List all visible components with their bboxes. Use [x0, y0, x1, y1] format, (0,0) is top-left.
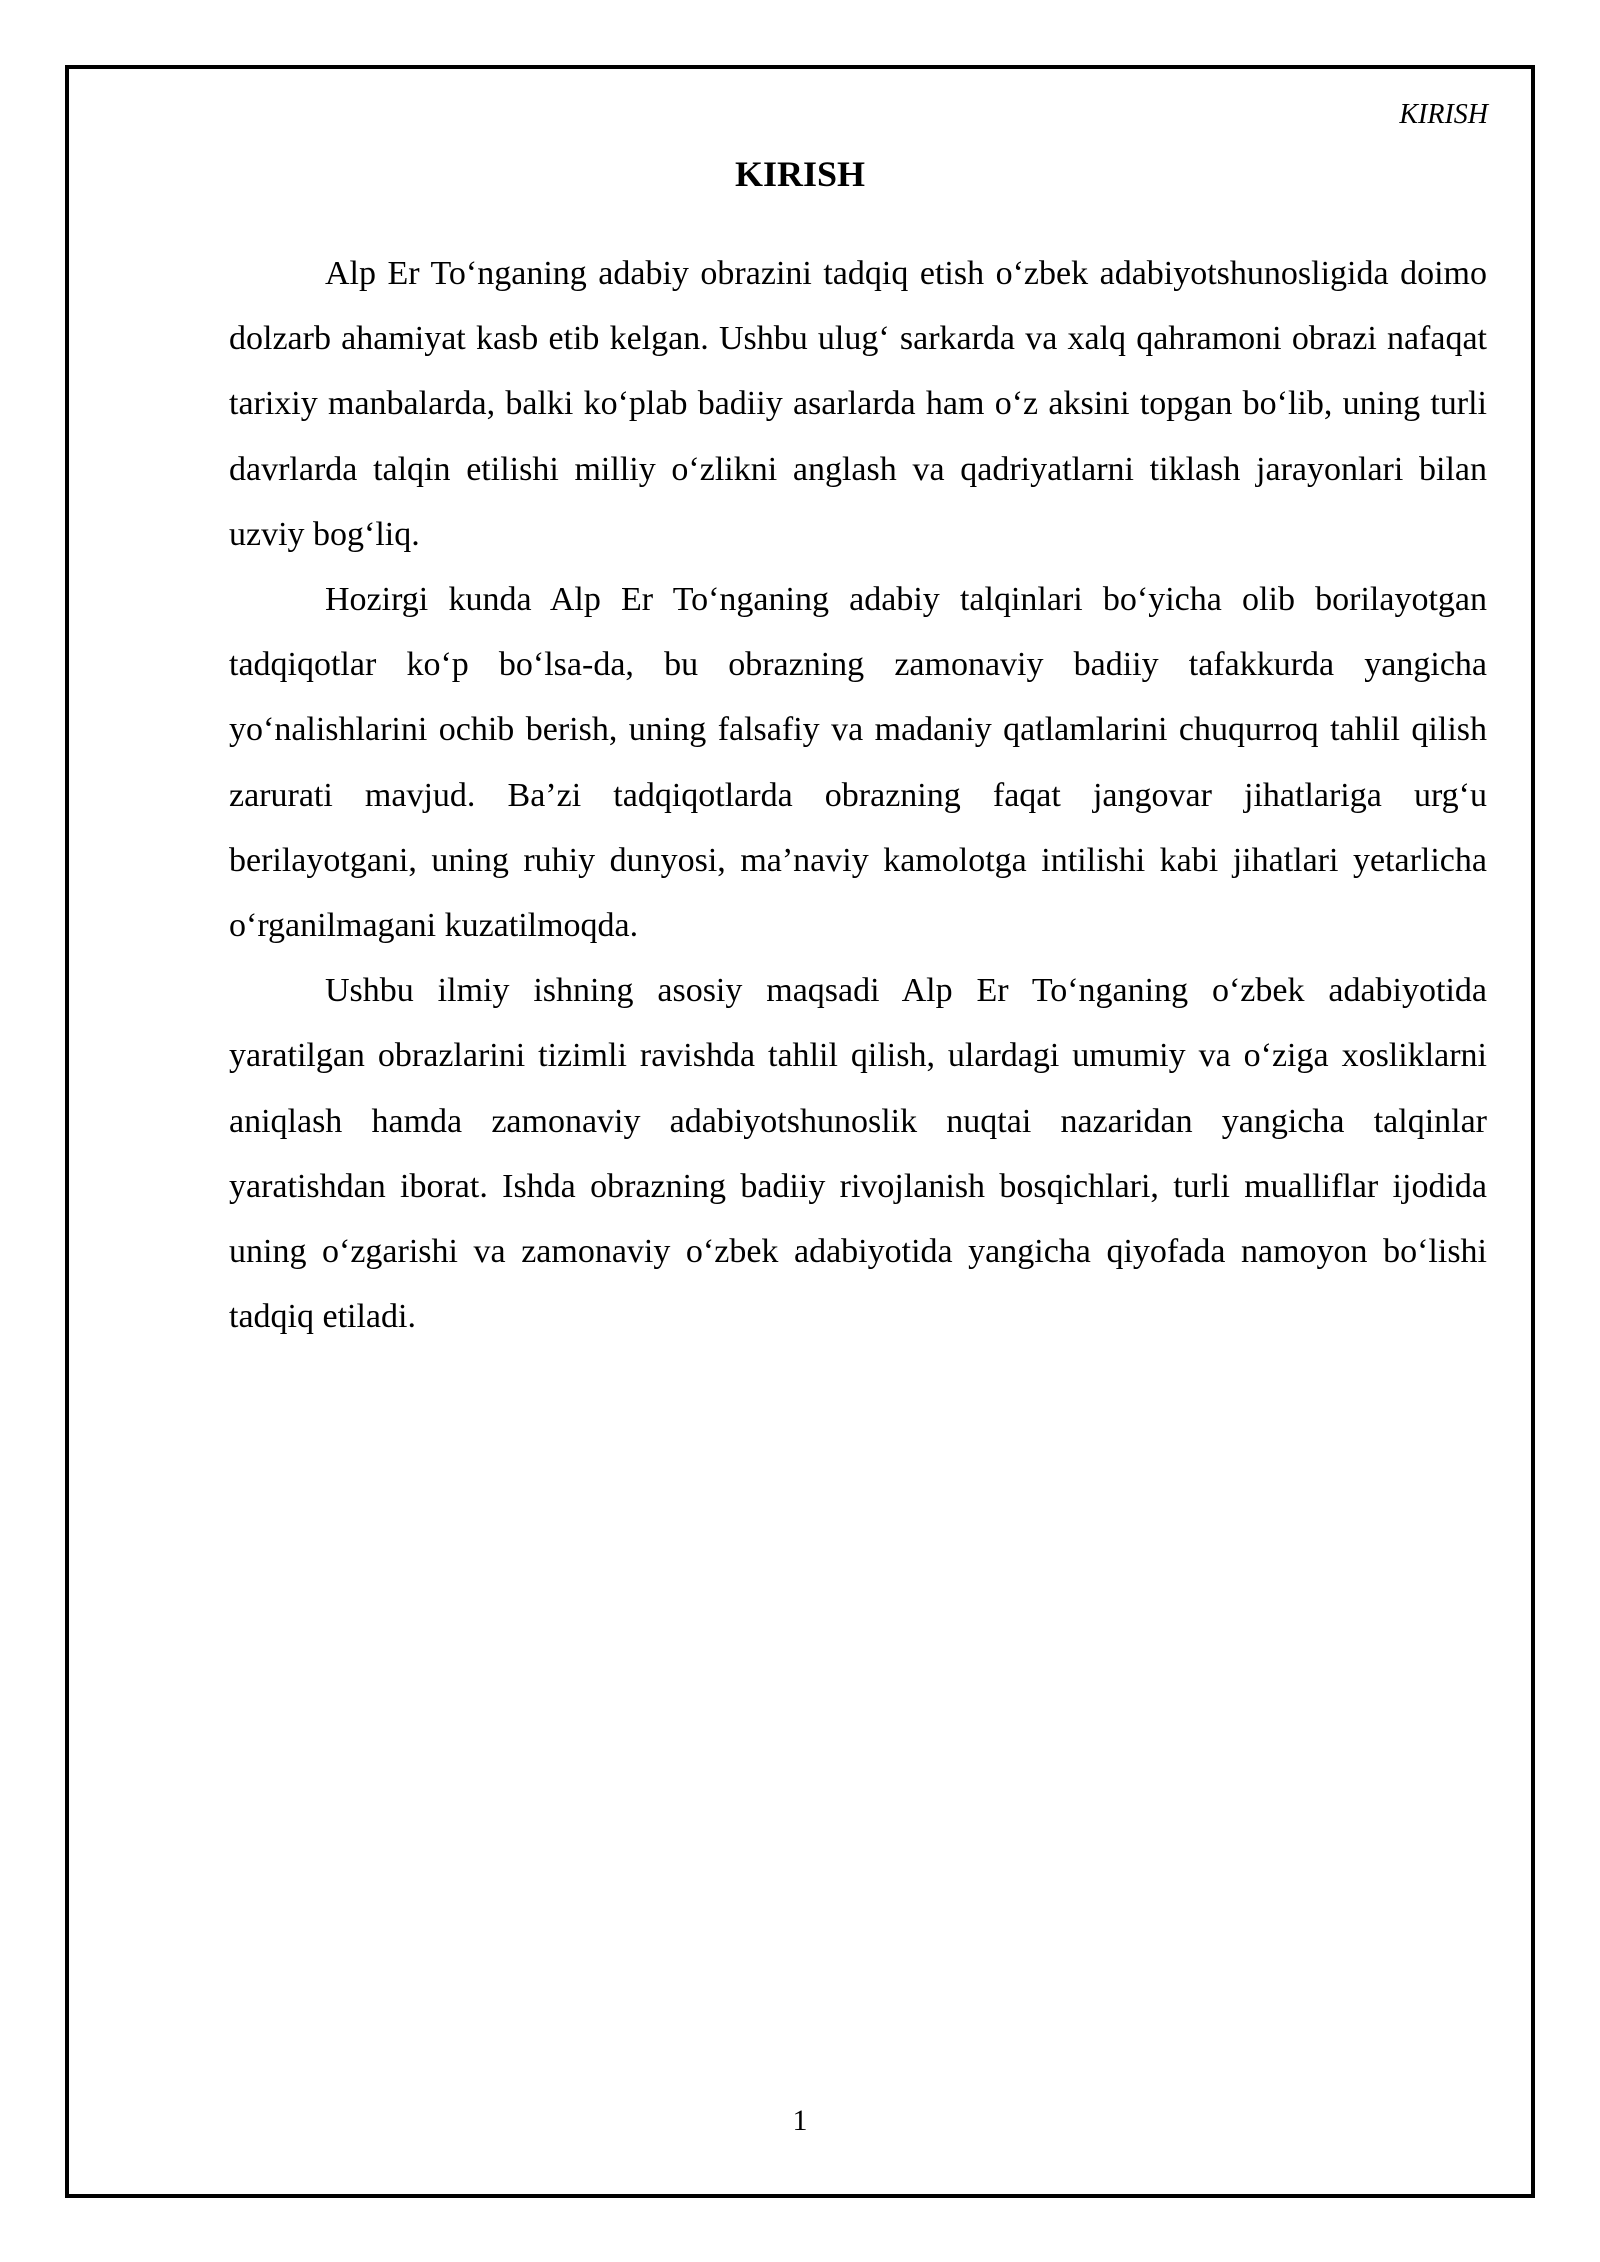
paragraph-2: Hozirgi kunda Alp Er To‘nganing adabiy talqinlari bo‘yicha olib borilayotgan tadqiqotlar ko‘p bo‘lsa-da, bu obrazning zamonaviy badiiy tafakkurda yangicha yo‘nalishlarini ochib berish, uning falsafiy va madaniy qatlamlarini chuqurroq tahlil qilish zarurati mavjud. Ba’zi tadqiqotlarda obrazning faqat jangovar jihatlariga urg‘u berilayotgani, uning ruhiy dunyosi, ma’naviy kamolotga intilishi kabi jihatlari yetarlicha o‘rganilmagani kuzatilmoqda.: [229, 581, 1487, 945]
paragraph-3: Ushbu ilmiy ishning asosiy maqsadi Alp Er To‘nganing o‘zbek adabiyotida yaratilgan obrazlarini tizimli ravishda tahlil qilish, ulardagi umumiy va o‘ziga xosliklarni aniqlash hamda zamonaviy adabiyotshunoslik nuqtai nazaridan yangicha talqinlar yaratishdan iborat. Ishda obrazning badiiy rivojlanish bosqichlari, turli mualliflar ijodida uning o‘zgarishi va zamonaviy o‘zbek adabiyotida yangicha qiyofada namoyon bo‘lishi tadqiq etiladi.: [229, 972, 1487, 1336]
running-header: KIRISH: [1399, 99, 1488, 130]
page-number: 1: [792, 2104, 808, 2137]
paragraph-1: Alp Er To‘nganing adabiy obrazini tadqiq etish o‘zbek adabiyotshunosligida doimo dolzarb ahamiyat kasb etib kelgan. Ushbu ulug‘ sarkarda va xalq qahramoni obrazi nafaqat tarixiy manbalarda, balki ko‘plab badiiy asarlarda ham o‘z aksini topgan bo‘lib, uning turli davrlarda talqin etilishi milliy o‘zlikni anglash va qadriyatlarni tiklash jarayonlari bilan uzviy bog‘liq.: [229, 255, 1487, 553]
body-text: [229, 241, 1487, 1349]
page-title: KIRISH: [734, 154, 866, 194]
